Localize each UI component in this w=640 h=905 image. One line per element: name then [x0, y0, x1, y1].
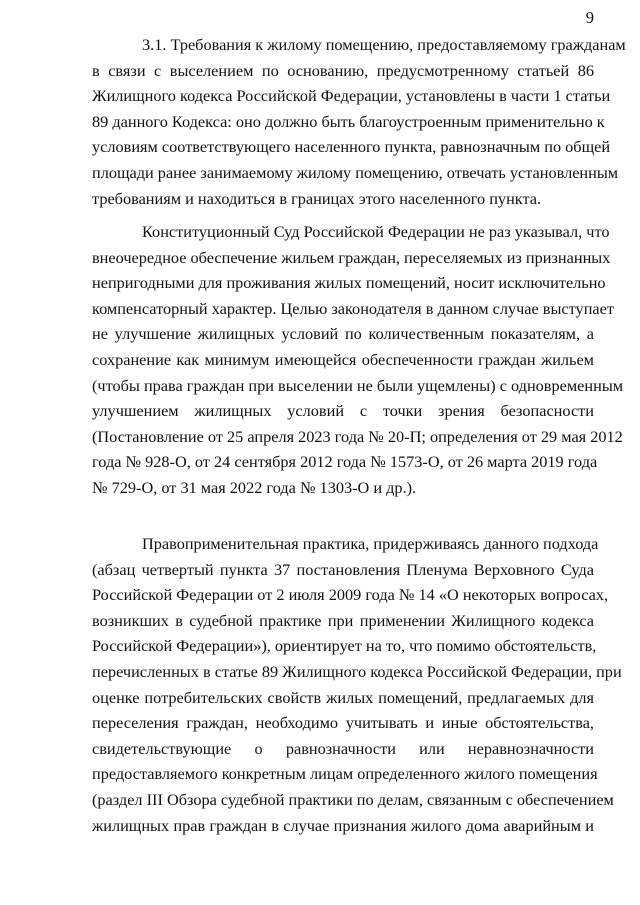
text-line: (раздел III Обзора судебной практики по делам, связанным с обеспечением	[92, 789, 614, 809]
text-line: возникших в судебной практике при применении Жилищного кодекса	[92, 610, 594, 630]
text-line: (Постановление от 25 апреля 2023 года № 20-П; определения от 29 мая 2012	[92, 426, 623, 446]
text-line: условиям соответствующего населенного пункта, равнозначным по общей	[92, 137, 611, 157]
text-line: предоставляемого конкретным лицам определенного жилого помещения	[92, 764, 598, 784]
text-line: № 729-О, от 31 мая 2022 года № 1303-О и др.).	[92, 477, 417, 497]
text-line: Правоприменительная практика, придерживаясь данного подхода	[142, 534, 599, 553]
text-line: площади ранее занимаемому жилому помещению, отвечать установленным	[92, 162, 619, 182]
text-line: года № 928-О, от 24 сентября 2012 года № 1573-О, от 26 марта 2019 года	[92, 452, 598, 472]
text-line: внеочередное обеспечение жильем граждан, переселяемых из признанных	[92, 247, 611, 267]
paragraph-law-enforcement-practice	[92, 531, 622, 838]
paragraph-housing-requirements	[92, 32, 626, 211]
text-line: свидетельствующие о равнозначности или неравнозначности	[92, 738, 594, 758]
text-line: улучшением жилищных условий с точки зрения безопасности	[92, 401, 594, 421]
text-line: сохранение как минимум имеющейся обеспеченности граждан жильем	[92, 349, 594, 369]
text-line: не улучшение жилищных условий по количественным показателям, а	[92, 324, 594, 344]
paragraph-constitutional-court	[92, 219, 624, 501]
text-line: Российской Федерации»), ориентирует на то, что помимо обстоятельств,	[92, 636, 597, 656]
text-line: переселения граждан, необходимо учитывать и иные обстоятельства,	[92, 713, 594, 733]
text-line: в связи с выселением по основанию, предусмотренному статьей 86	[92, 60, 594, 80]
page-number: 9	[585, 8, 594, 27]
text-line: Российской Федерации от 2 июля 2009 года № 14 «О некоторых вопросах,	[92, 585, 609, 605]
text-line: непригодными для проживания жилых помещений, носит исключительно	[92, 273, 606, 293]
text-line: Конституционный Суд Российской Федерации не раз указывал, что	[142, 222, 610, 241]
text-line: 89 данного Кодекса: оно должно быть благоустроенным применительно к	[92, 111, 605, 131]
text-line: компенсаторный характер. Целью законодателя в данном случае выступает	[92, 298, 614, 318]
text-line: Жилищного кодекса Российской Федерации, установлены в части 1 статьи	[92, 86, 611, 106]
text-line: перечисленных в статье 89 Жилищного кодекса Российской Федерации, при	[92, 661, 622, 681]
text-line: (чтобы права граждан при выселении не были ущемлены) с одновременным	[92, 375, 624, 395]
text-line: (абзац четвертый пункта 37 постановления Пленума Верховного Суда	[92, 559, 594, 579]
text-line: 3.1. Требования к жилому помещению, предоставляемому гражданам	[142, 35, 626, 54]
text-line: жилищных прав граждан в случае признания жилого дома аварийным и	[92, 815, 594, 835]
text-line: требованиям и находиться в границах этого населенного пункта.	[92, 188, 542, 208]
text-line: оценке потребительских свойств жилых помещений, предлагаемых для	[92, 687, 594, 707]
